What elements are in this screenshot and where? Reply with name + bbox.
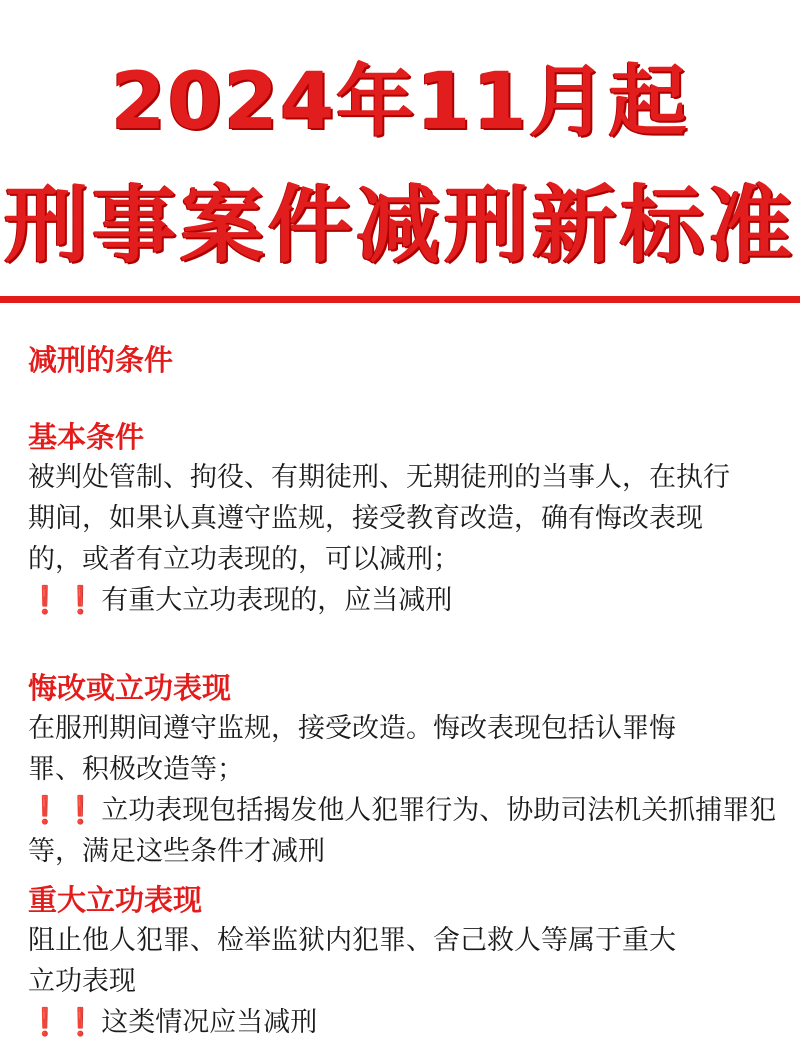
- spacer: [28, 621, 800, 668]
- exclamation-icon: ❗❗: [28, 585, 100, 616]
- warning-line: [28, 580, 800, 621]
- section-text-line: 在服刑期间遵守监规，接受改造。悔改表现包括认罪悔: [28, 713, 676, 744]
- spacer: [28, 872, 800, 880]
- section-basic-conditions: [28, 417, 800, 621]
- section-heading: 基本条件: [28, 420, 145, 454]
- warning-text: 有重大立功表现的，应当减刑: [101, 585, 453, 616]
- section-heading: 重大立功表现: [28, 883, 203, 917]
- page-title-line-2: 刑事案件减刑新标准: [3, 176, 796, 274]
- section-text-line: 罪、积极改造等；: [28, 754, 244, 785]
- header: [0, 0, 800, 300]
- section-text-line: 期间，如果认真遵守监规，接受教育改造，确有悔改表现: [28, 503, 703, 534]
- header-divider: [0, 296, 800, 303]
- exclamation-icon: ❗❗: [28, 1007, 100, 1038]
- warning-line: [28, 1002, 800, 1043]
- warning-text: 这类情况应当减刑: [101, 1007, 318, 1038]
- section-major-merit: [28, 880, 800, 1043]
- main-heading: 减刑的条件: [28, 343, 174, 377]
- section-text-line: 的，或者有立功表现的，可以减刑；: [28, 544, 460, 575]
- section-text-line: 被判处管制、拘役、有期徒刑、无期徒刑的当事人，在执行: [28, 462, 730, 493]
- section-repentance-merit: [28, 668, 800, 872]
- section-text-line: 阻止他人犯罪、检举监狱内犯罪、舍己救人等属于重大: [28, 925, 676, 956]
- warning-text: 立功表现包括揭发他人犯罪行为、协助司法机关抓捕罪犯: [101, 795, 777, 826]
- section-text-line: 立功表现: [28, 966, 136, 997]
- warning-text-continued: 等，满足这些条件才减刑: [28, 836, 325, 867]
- exclamation-icon: ❗❗: [28, 795, 100, 826]
- section-heading: 悔改或立功表现: [28, 671, 232, 705]
- article-body: [28, 340, 800, 1043]
- page-title-line-1: 2024年11月起: [111, 57, 689, 147]
- warning-line: [28, 790, 800, 831]
